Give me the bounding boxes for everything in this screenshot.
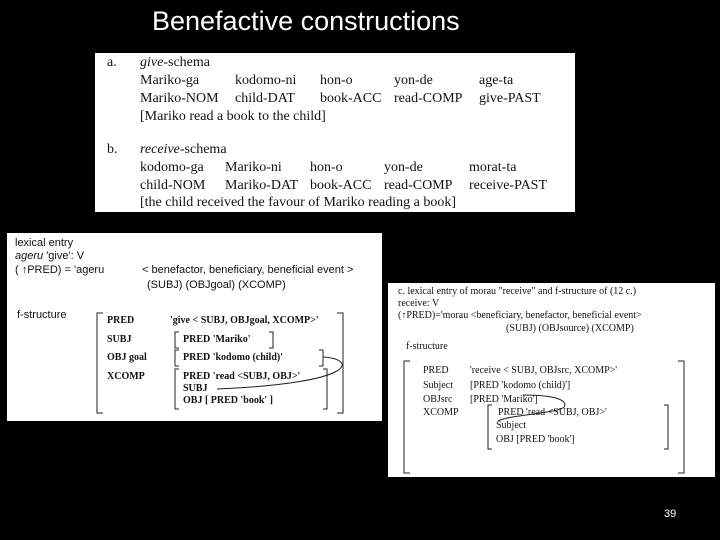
example-b-word-5: morat-ta: [469, 160, 517, 175]
give-f-structure-label: f-structure: [17, 309, 67, 321]
give-schema-heading: give-schema: [140, 55, 210, 70]
morau-functions: (SUBJ) (OBJsource) (XCOMP): [506, 323, 634, 334]
receive-fs-attr-subject: Subject: [423, 380, 453, 391]
example-a-label: a.: [107, 55, 117, 70]
example-b-translation: [the child received the favour of Mariko reading a book]: [140, 195, 457, 210]
receive-fs-xcomp-obj: OBJ [PRED 'book']: [496, 434, 575, 445]
example-b-word-4: yon-de: [384, 160, 423, 175]
example-b-label: b.: [107, 142, 118, 157]
example-a-gloss-1: Mariko-NOM: [140, 91, 219, 106]
example-a-gloss-3: book-ACC: [320, 91, 382, 106]
receive-fs-val-subject: [PRED 'kodomo (child)']: [470, 380, 571, 391]
morau-pred-line: (↑PRED)='morau <beneficiary, benefactor, beneficial event>: [398, 310, 642, 321]
ageru-functions: (SUBJ) (OBJgoal) (XCOMP): [147, 279, 286, 291]
receive-fs-attr-objsrc: OBJsrc: [423, 394, 453, 405]
receive-fs-attr-xcomp: XCOMP: [423, 407, 459, 418]
receive-f-structure-brackets: [388, 283, 715, 477]
example-a-word-1: Mariko-ga: [140, 73, 200, 88]
examples-panel: [95, 53, 575, 212]
give-fs-val-xcomp: PRED 'read <SUBJ, OBJ>': [183, 371, 301, 382]
example-a-translation: [Mariko read a book to the child]: [140, 109, 326, 124]
example-b-word-1: kodomo-ga: [140, 160, 204, 175]
ageru-entry-line: ageru 'give': V: [15, 250, 85, 262]
example-b-gloss-2: Mariko-DAT: [225, 178, 299, 193]
receive-lexical-entry-panel: [388, 283, 715, 477]
give-fs-xcomp-subj: SUBJ: [183, 383, 208, 394]
give-f-structure-brackets: [7, 233, 382, 421]
give-fs-attr-obj-goal: OBJ goal: [107, 352, 147, 363]
give-fs-attr-xcomp: XCOMP: [107, 371, 145, 382]
receive-f-structure-label: f-structure: [406, 341, 448, 352]
example-b-gloss-3: book-ACC: [310, 178, 372, 193]
example-a-gloss-2: child-DAT: [235, 91, 295, 106]
receive-fs-val-objsrc: [PRED 'Mariko']: [470, 394, 538, 405]
give-fs-xcomp-obj: OBJ [ PRED 'book' ]: [183, 395, 274, 406]
receive-fs-xcomp-subject: Subject: [496, 420, 526, 431]
example-b-word-2: Mariko-ni: [225, 160, 282, 175]
receive-fs-attr-pred: PRED: [423, 365, 449, 376]
give-fs-attr-subj: SUBJ: [107, 334, 132, 345]
receive-schema-heading: receive-schema: [140, 142, 227, 157]
give-fs-val-subj: PRED 'Mariko': [183, 334, 251, 345]
example-a-word-3: hon-o: [320, 73, 353, 88]
example-a-word-5: age-ta: [479, 73, 514, 88]
example-a-word-4: yon-de: [394, 73, 433, 88]
morau-pos-line: receive: V: [398, 298, 440, 309]
example-b-gloss-1: child-NOM: [140, 178, 206, 193]
give-fs-val-pred: 'give < SUBJ, OBJgoal, XCOMP>': [170, 315, 319, 326]
morau-heading: c. lexical entry of morau "receive" and f-structure of (12 c.): [398, 286, 637, 297]
receive-fs-val-pred: 'receive < SUBJ, OBJsrc, XCOMP>': [470, 365, 618, 376]
give-lexical-entry-panel: [7, 233, 382, 421]
ageru-roles: < benefactor, beneficiary, beneficial event >: [142, 264, 354, 276]
receive-fs-val-xcomp: PRED 'read <SUBJ, OBJ>': [498, 407, 607, 418]
slide-title: Benefactive constructions: [152, 6, 460, 36]
give-fs-attr-pred: PRED: [107, 315, 135, 326]
example-a-word-2: kodomo-ni: [235, 73, 297, 88]
example-b-word-3: hon-o: [310, 160, 343, 175]
ageru-pred-equation: ( ↑PRED) = 'ageru: [15, 264, 105, 276]
lexical-entry-heading: lexical entry: [15, 237, 74, 249]
example-b-gloss-5: receive-PAST: [469, 178, 548, 193]
page-number: 39: [664, 508, 677, 520]
example-a-gloss-5: give-PAST: [479, 91, 541, 106]
example-a-gloss-4: read-COMP: [394, 91, 463, 106]
give-fs-val-obj-goal: PRED 'kodomo (child)': [183, 352, 284, 363]
example-b-gloss-4: read-COMP: [384, 178, 453, 193]
